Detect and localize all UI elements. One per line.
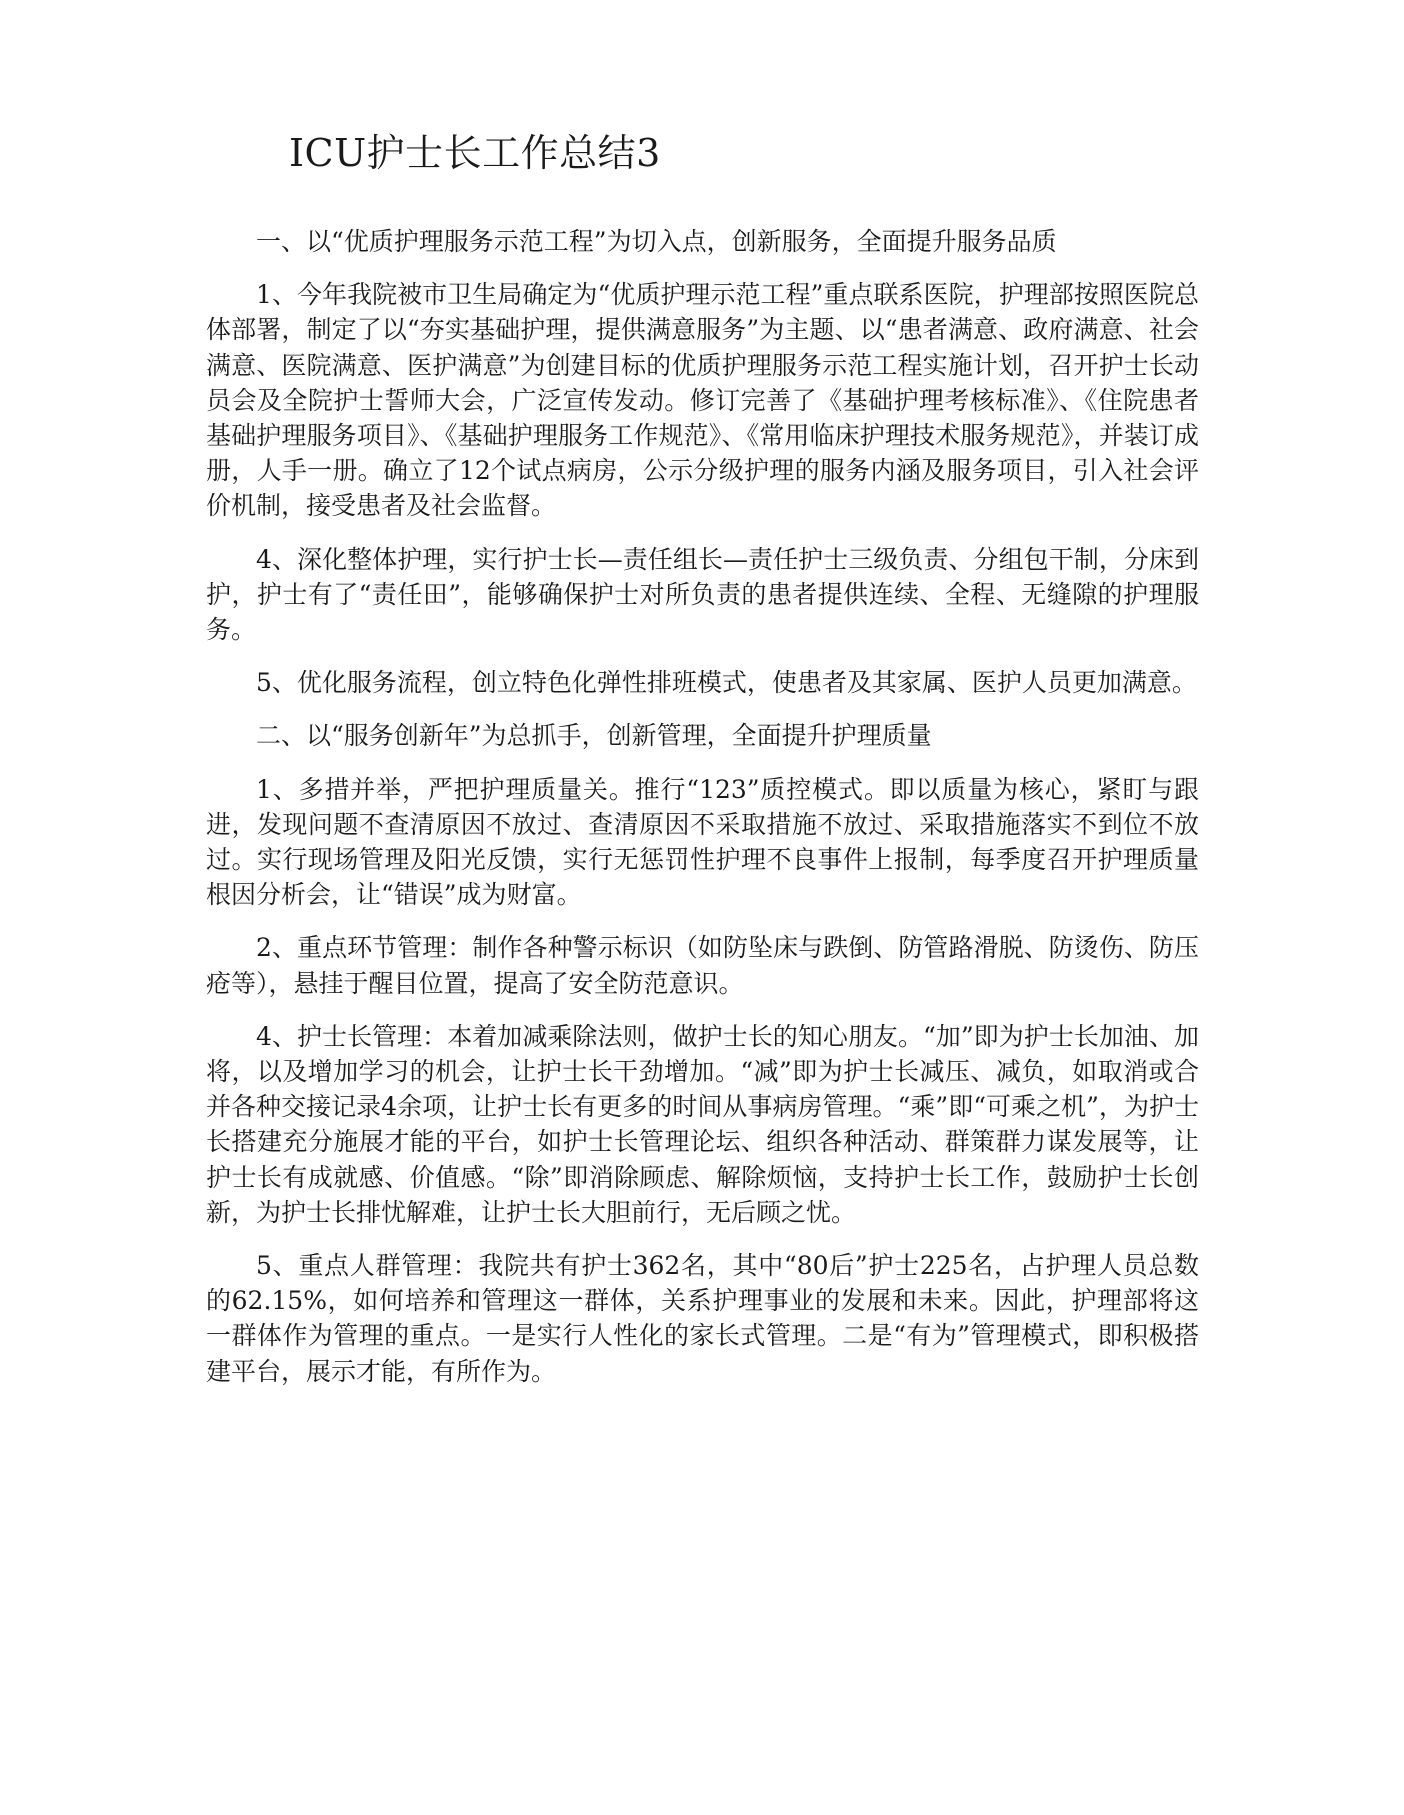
paragraph: 5、优化服务流程，创立特色化弹性排班模式，使患者及其家属、医护人员更加满意。 — [256, 668, 1197, 698]
paragraph: 1、多措并举，严把护理质量关。推行“123”质控模式。即以质量为核心，紧盯与跟进，发现问题不查清原因不放过、查清原因不采取措施不放过、采取措施落实不到位不放过。实行现场管理及阳光反馈，实行无惩罚性护理不良事件上报制，每季度召开护理质量根因分析会，让“错误”成为财富。 — [206, 774, 1199, 910]
paragraph: 1、今年我院被市卫生局确定为“优质护理示范工程”重点联系医院，护理部按照医院总体部署，制定了以“夯实基础护理，提供满意服务”为主题、以“患者满意、政府满意、社会满意、医院满意、医护满意”为创建目标的优质护理服务示范工程实施计划，召开护士长动员会及全院护士誓师大会，广泛宣传发动。修订完善了《基础护理考核标准》、《住院患者基础护理服务项目》、《基础护理服务工作规范》、《常用临床护理技术服务规范》，并装订成册，人手一册。确立了12个试点病房，公示分级护理的服务内涵及服务项目，引入社会评价机制，接受患者及社会监督。 — [206, 280, 1199, 521]
section-heading-2: 二、以“服务创新年”为总抓手，创新管理，全面提升护理质量 — [256, 721, 932, 751]
document-body — [206, 224, 1199, 1407]
section-heading-1: 一、以“优质护理服务示范工程”为切入点，创新服务，全面提升服务品质 — [256, 227, 1057, 256]
paragraph: 4、深化整体护理，实行护士长—责任组长—责任护士三级负责、分组包干制，分床到护，护士有了“责任田”，能够确保护士对所负责的患者提供连续、全程、无缝隙的护理服务。 — [206, 544, 1199, 645]
document-title: ICU护士长工作总结3 — [289, 131, 661, 175]
paragraph: 2、重点环节管理：制作各种警示标识（如防坠床与跌倒、防管路滑脱、防烫伤、防压疮等），悬挂于醒目位置，提高了安全防范意识。 — [206, 933, 1199, 998]
paragraph: 4、护士长管理：本着加减乘除法则，做护士长的知心朋友。“加”即为护士长加油、加将，以及增加学习的机会，让护士长干劲增加。“减”即为护士长减压、减负，如取消或合并各种交接记录4余项，让护士长有更多的时间从事病房管理。“乘”即“可乘之机”，为护士长搭建充分施展才能的平台，如护士长管理论坛、组织各种活动、群策群力谋发展等，让护士长有成就感、价值感。“除”即消除顾虑、解除烦恼，支持护士长工作，鼓励护士长创新，为护士长排忧解难，让护士长大胆前行，无后顾之忧。 — [206, 1021, 1199, 1227]
paragraph: 5、重点人群管理：我院共有护士362名，其中“80后”护士225名，占护理人员总数的62.15%，如何培养和管理这一群体，关系护理事业的发展和未来。因此，护理部将这一群体作为管理的重点。一是实行人性化的家长式管理。二是“有为”管理模式，即积极搭建平台，展示才能，有所作为。 — [206, 1251, 1199, 1386]
